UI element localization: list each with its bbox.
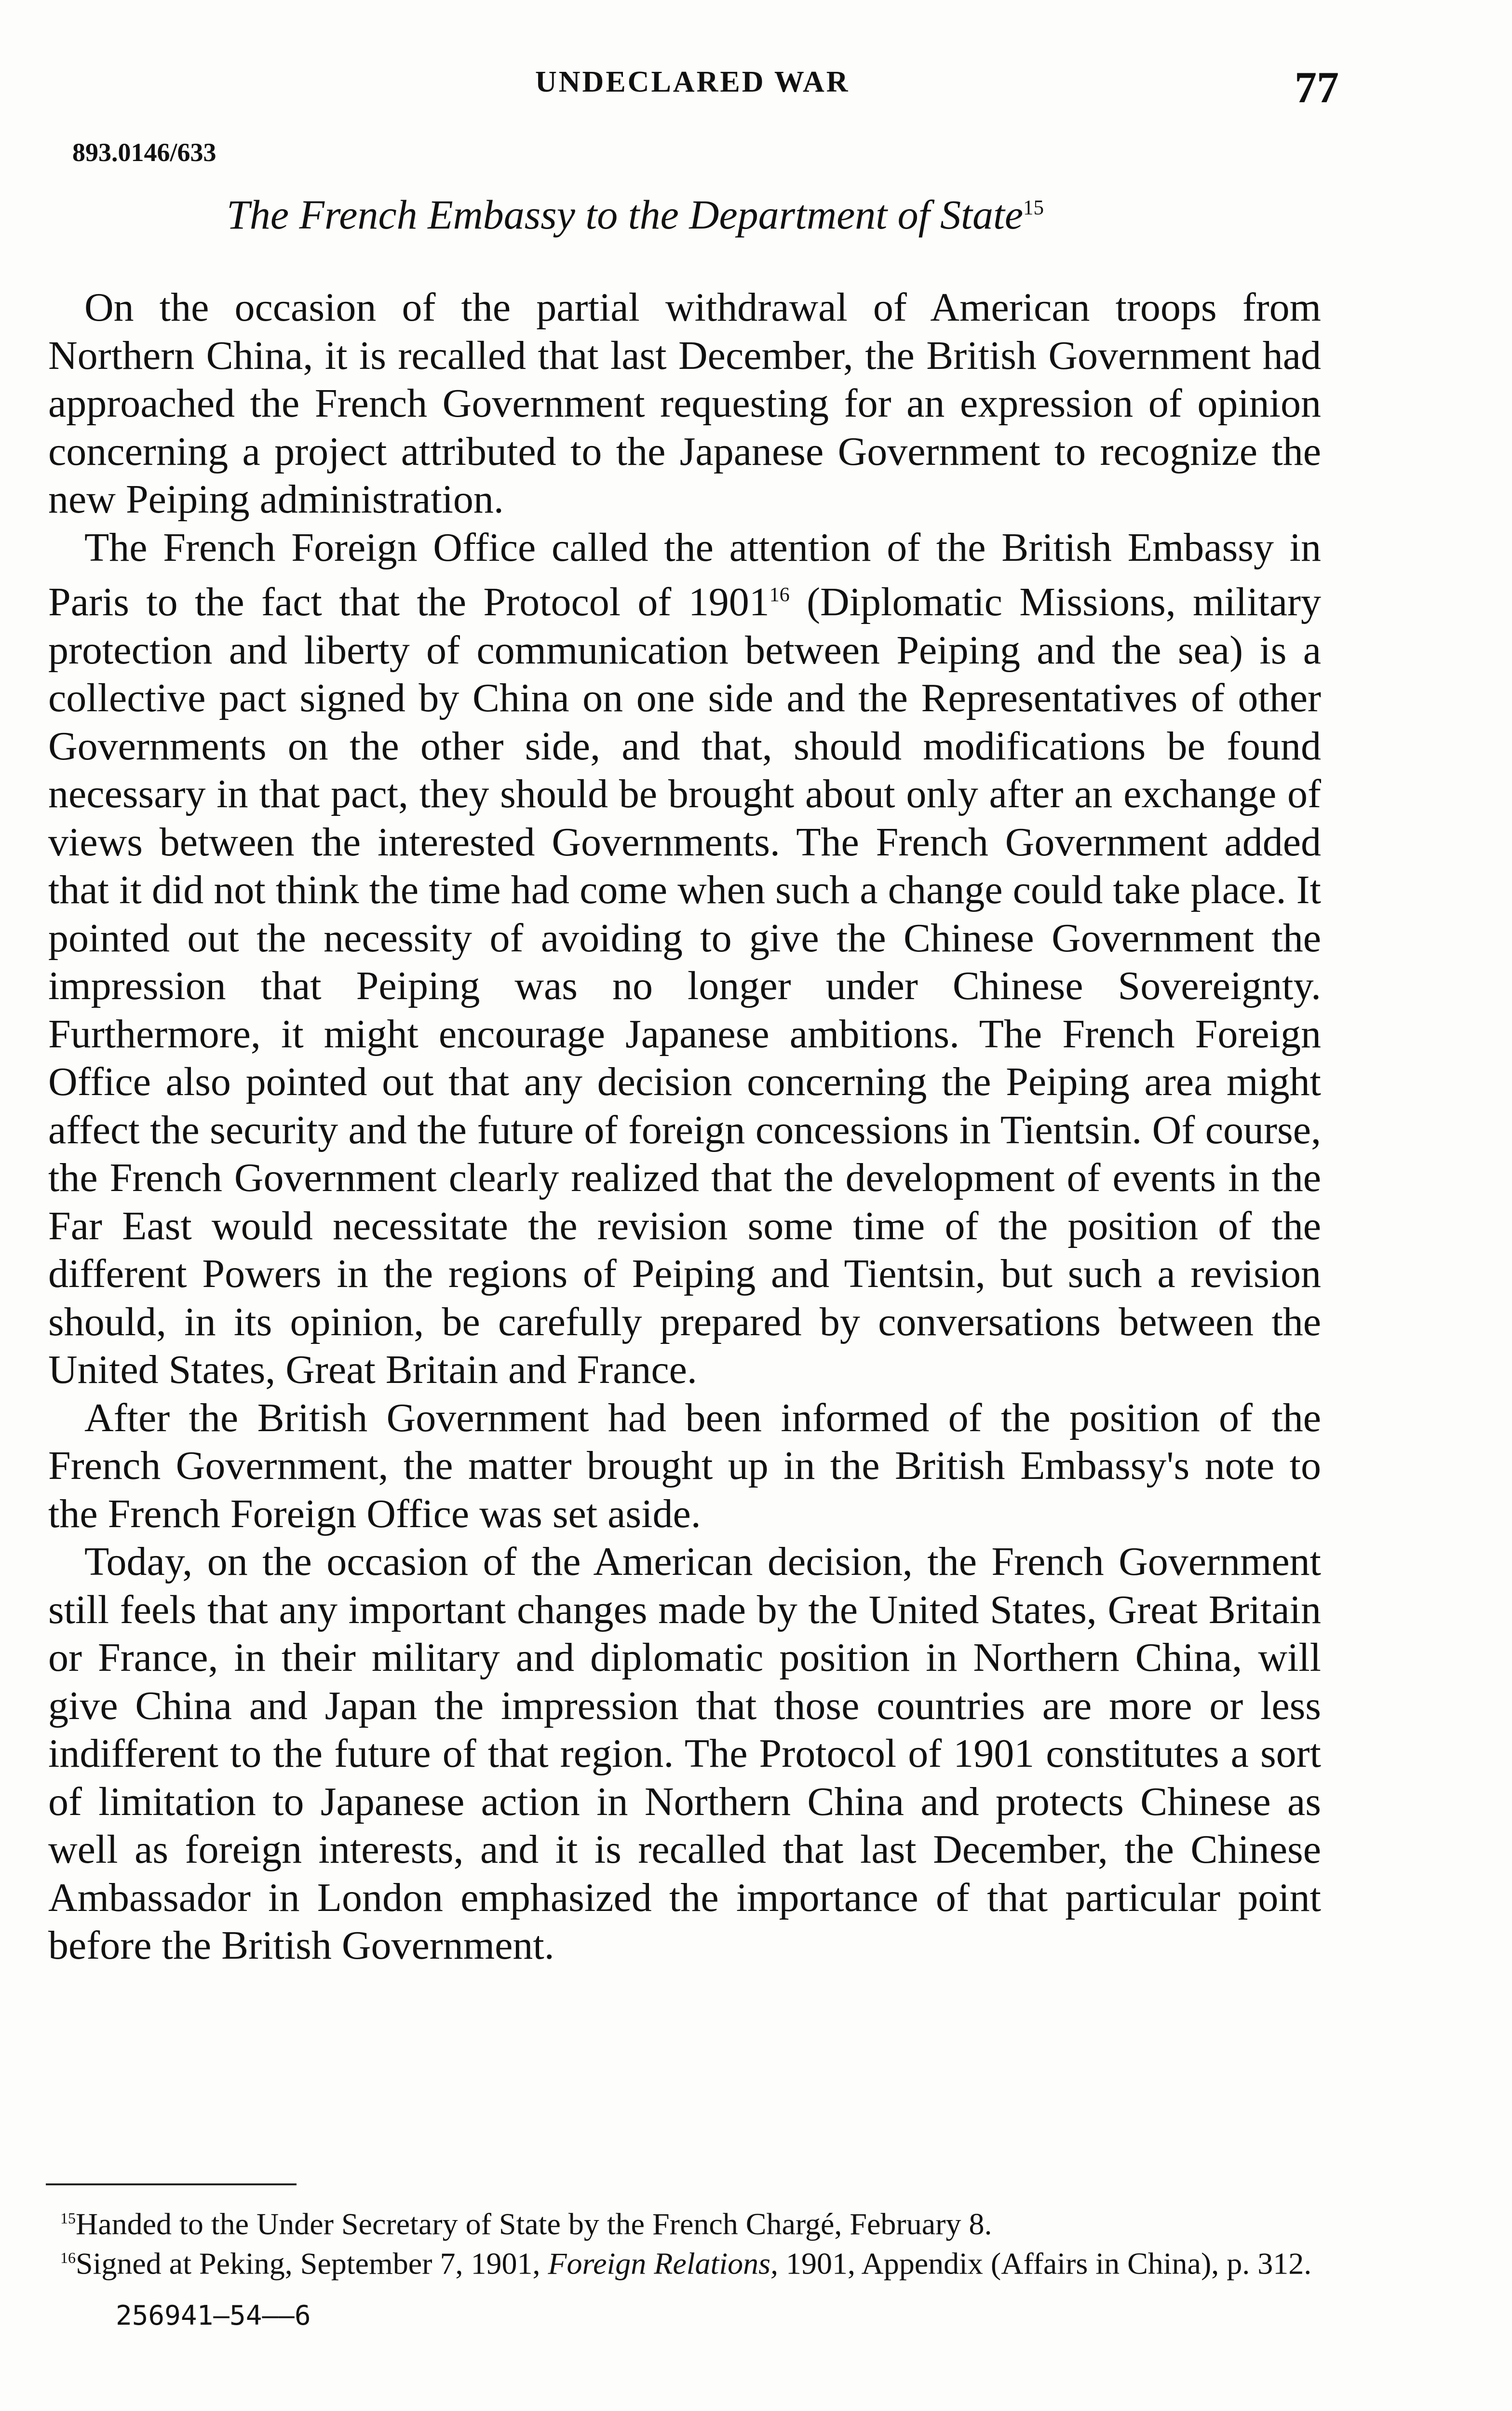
- document-title-text: The French Embassy to the Department of State: [227, 191, 1024, 238]
- footnotes: [46, 2201, 1319, 2281]
- footnote-16-text-before: Signed at Peking, September 7, 1901,: [76, 2246, 540, 2281]
- title-footnote-ref: 15: [1023, 196, 1044, 219]
- body-text: [48, 284, 1321, 1970]
- page-number: 77: [1295, 63, 1339, 112]
- paragraph-4: Today, on the occasion of the American decision, the French Government still feels that any important changes made by the United States, Great Britain or France, in their military and diplomatic position in Northern China, will give China and Japan the impression that those countries are more or less indifferent to the future of that region. The Protocol of 1901 constitutes a sort of limitation to Japanese action in Northern China and protects Chinese as well as foreign interests, and it is recalled that last December, the Chinese Ambassador in London emphasized the importance of that particular point before the British Government.: [48, 1539, 1321, 1968]
- running-head: UNDECLARED WAR: [535, 66, 850, 98]
- paragraph-2-part-2: (Diplomatic Missions, military protection and liberty of communication between Peiping and the sea) is a collective pact signed by China on one side and the Representatives of other Governments on the other side, and that, should modifications be found necessary in that pact, they should be brought about only after an exchange of views between the interested Governments. The French Government added that it did not think the time had come when such a change could take place. It pointed out the necessity of avoiding to give the Chinese Government the impression that Peiping was no longer under Chinese Sovereignty. Furthermore, it might encourage Japanese ambitions. The French Foreign Office also pointed out that any decision concerning the Peiping area might affect the security and the future of foreign concessions in Tientsin. Of course, the French Government clearly realized that the development of events in the Far East would necessitate the revision some time of the position of the different Powers in the regions of Peiping and Tientsin, but such a revision should, in its opinion, be carefully prepared by conversations between the United States, Great Britain and France.: [48, 580, 1321, 1392]
- footnote-rule: [46, 2183, 297, 2185]
- paragraph-2: [48, 524, 1321, 1394]
- paragraph-2-part-1: The French Foreign Office called the attention of the British Embassy in Paris to the fact that the Protocol of 1901: [48, 525, 1321, 624]
- footnote-16-number: 16: [60, 2249, 76, 2267]
- document-title: [227, 190, 1044, 239]
- file-number: 893.0146/633: [72, 138, 216, 167]
- print-code: 256941—54——6: [116, 2300, 311, 2331]
- footnote-16: [46, 2241, 1319, 2280]
- paragraph-1: On the occasion of the partial withdrawal of American troops from Northern China, it is recalled that last December, the British Government had approached the French Government requesting for an expression of opinion concerning a project attributed to the Japanese Government to recognize the new Peiping administration.: [48, 285, 1321, 522]
- footnote-16-italic: Foreign Relations,: [548, 2246, 778, 2281]
- footnote-15: [46, 2201, 1319, 2241]
- paragraph-3: After the British Government had been informed of the position of the French Government, the matter brought up in the British Embassy's note to the French Foreign Office was set aside.: [48, 1395, 1321, 1536]
- footnote-15-number: 15: [60, 2209, 76, 2227]
- protocol-footnote-ref: 16: [769, 584, 790, 606]
- footnote-15-text: Handed to the Under Secretary of State by the French Chargé, February 8.: [76, 2207, 992, 2241]
- footnote-16-text-after: 1901, Appendix (Affairs in China), p. 312.: [786, 2246, 1312, 2281]
